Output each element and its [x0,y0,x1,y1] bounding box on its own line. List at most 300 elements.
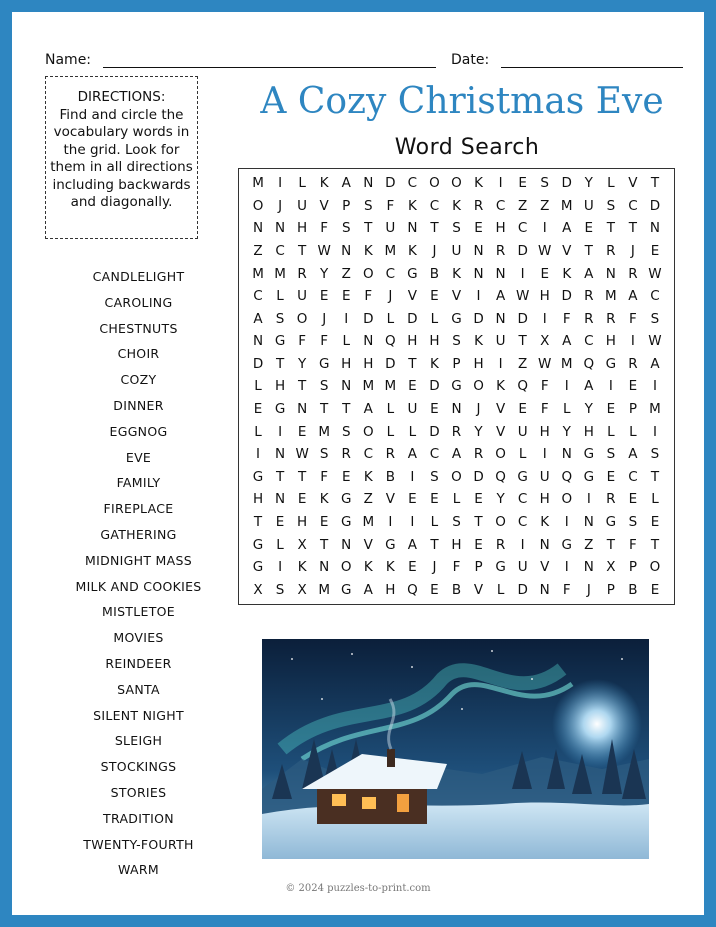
grid-letter[interactable]: N [583,559,594,576]
grid-letter[interactable]: I [542,310,547,327]
grid-letter[interactable]: Y [562,423,571,440]
grid-letter[interactable]: E [518,175,527,192]
grid-letter[interactable]: D [649,197,661,214]
grid-letter[interactable]: D [561,288,572,305]
grid-letter[interactable]: D [385,355,396,372]
grid-letter[interactable]: V [562,243,572,260]
grid-letter[interactable]: V [495,423,506,440]
grid-letter[interactable]: I [586,491,591,508]
grid-letter[interactable]: N [275,446,286,463]
grid-letter[interactable]: J [432,559,437,576]
grid-letter[interactable]: S [363,197,373,214]
grid-letter[interactable]: L [254,423,262,440]
grid-letter[interactable]: B [429,265,440,282]
grid-letter[interactable]: O [296,310,308,327]
grid-letter[interactable]: V [495,401,506,418]
grid-letter[interactable]: M [649,401,661,418]
grid-letter[interactable]: E [319,513,329,530]
grid-letter[interactable]: F [540,401,549,418]
grid-letter[interactable]: U [517,559,528,576]
grid-letter[interactable]: S [341,423,351,440]
grid-letter[interactable]: K [474,333,483,350]
grid-letter[interactable]: E [430,288,439,305]
grid-letter[interactable]: A [495,288,506,305]
grid-letter[interactable]: M [274,265,286,282]
grid-letter[interactable]: A [341,175,351,192]
grid-letter[interactable]: T [408,355,417,372]
grid-letter[interactable]: K [407,197,417,214]
grid-letter[interactable]: E [297,491,307,508]
grid-letter[interactable]: E [650,243,660,260]
grid-letter[interactable]: E [474,491,483,508]
grid-letter[interactable]: U [297,197,308,214]
grid-letter[interactable]: D [429,378,440,395]
grid-letter[interactable]: G [517,468,528,485]
grid-letter[interactable]: O [649,559,661,576]
grid-letter[interactable]: D [517,581,528,598]
grid-letter[interactable]: K [540,513,550,530]
grid-letter[interactable]: N [473,243,484,260]
grid-letter[interactable]: Z [540,197,550,214]
grid-letter[interactable]: Q [385,333,396,350]
grid-letter[interactable]: I [388,513,393,530]
grid-letter[interactable]: G [252,536,264,553]
grid-letter[interactable]: G [561,536,572,553]
grid-letter[interactable]: T [518,333,527,350]
grid-letter[interactable]: H [297,513,308,530]
grid-letter[interactable]: I [476,288,481,305]
grid-letter[interactable]: S [650,310,660,327]
grid-letter[interactable]: I [520,265,525,282]
grid-letter[interactable]: L [298,175,306,192]
grid-letter[interactable]: E [474,536,483,553]
grid-letter[interactable]: B [385,468,395,485]
grid-letter[interactable]: D [473,310,484,327]
grid-letter[interactable]: G [318,355,330,372]
grid-letter[interactable]: A [584,265,594,282]
grid-letter[interactable]: L [607,423,615,440]
grid-letter[interactable]: D [517,310,528,327]
grid-letter[interactable]: J [278,197,283,214]
grid-letter[interactable]: V [628,175,638,192]
grid-letter[interactable]: I [344,310,349,327]
grid-letter[interactable]: M [362,378,375,395]
grid-letter[interactable]: F [320,468,329,485]
grid-letter[interactable]: A [650,355,660,372]
grid-letter[interactable]: H [341,355,352,372]
grid-letter[interactable]: P [628,559,637,576]
grid-letter[interactable]: K [297,559,307,576]
grid-letter[interactable]: R [451,423,462,440]
grid-letter[interactable]: N [363,175,374,192]
grid-letter[interactable]: A [407,446,417,463]
grid-letter[interactable]: T [430,220,439,237]
grid-letter[interactable]: Z [363,491,373,508]
grid-letter[interactable]: O [362,265,374,282]
grid-letter[interactable]: E [650,513,660,530]
grid-letter[interactable]: E [408,491,417,508]
grid-letter[interactable]: H [539,288,550,305]
grid-letter[interactable]: F [298,333,306,350]
grid-letter[interactable]: R [628,265,638,282]
grid-letter[interactable]: N [407,220,418,237]
grid-letter[interactable]: K [319,491,329,508]
grid-letter[interactable]: I [278,423,283,440]
grid-letter[interactable]: U [297,288,308,305]
grid-letter[interactable]: H [539,423,550,440]
grid-letter[interactable]: W [648,333,662,350]
grid-letter[interactable]: Q [561,468,573,485]
grid-letter[interactable]: F [364,288,373,305]
grid-letter[interactable]: X [606,559,616,576]
grid-letter[interactable]: L [651,491,659,508]
grid-letter[interactable]: Z [341,265,351,282]
grid-letter[interactable]: O [561,491,573,508]
grid-letter[interactable]: H [495,220,506,237]
grid-letter[interactable]: Z [518,197,528,214]
grid-letter[interactable]: F [562,581,571,598]
grid-letter[interactable]: C [407,175,418,192]
grid-letter[interactable]: N [473,265,484,282]
grid-letter[interactable]: R [495,536,506,553]
grid-letter[interactable]: Y [496,491,505,508]
grid-letter[interactable]: O [495,446,506,463]
grid-letter[interactable]: W [538,355,552,372]
grid-letter[interactable]: W [295,446,309,463]
grid-letter[interactable]: K [430,355,439,372]
grid-letter[interactable]: D [429,423,440,440]
grid-letter[interactable]: I [410,513,415,530]
grid-letter[interactable]: H [385,581,396,598]
grid-letter[interactable]: L [430,513,439,530]
grid-letter[interactable]: B [451,581,462,598]
grid-letter[interactable]: N [649,220,661,237]
grid-letter[interactable]: G [340,513,352,530]
grid-letter[interactable]: D [385,175,396,192]
grid-letter[interactable]: G [495,559,506,576]
grid-letter[interactable]: R [473,197,484,214]
grid-letter[interactable]: G [583,468,595,485]
grid-letter[interactable]: M [605,288,617,305]
grid-letter[interactable]: I [278,175,283,192]
grid-letter[interactable]: E [474,220,483,237]
grid-letter[interactable]: E [341,288,351,305]
grid-letter[interactable]: I [278,559,283,576]
grid-letter[interactable]: C [429,197,440,214]
grid-letter[interactable]: T [650,175,660,192]
grid-letter[interactable]: H [605,333,616,350]
grid-letter[interactable]: L [386,423,395,440]
grid-letter[interactable]: L [430,310,439,327]
grid-letter[interactable]: I [520,536,525,553]
grid-letter[interactable]: J [630,243,635,260]
grid-letter[interactable]: Y [298,355,307,372]
grid-letter[interactable]: T [650,536,660,553]
grid-letter[interactable]: E [540,265,549,282]
grid-letter[interactable]: T [430,536,439,553]
grid-letter[interactable]: I [498,355,503,372]
grid-letter[interactable]: N [252,220,264,237]
grid-letter[interactable]: R [473,446,484,463]
grid-letter[interactable]: M [384,243,397,260]
grid-letter[interactable]: K [385,559,395,576]
grid-letter[interactable]: A [253,310,263,327]
grid-letter[interactable]: O [362,423,374,440]
grid-letter[interactable]: Z [584,536,594,553]
grid-letter[interactable]: R [297,265,307,282]
grid-letter[interactable]: Q [407,581,418,598]
grid-letter[interactable]: G [605,513,617,530]
grid-letter[interactable]: O [252,197,264,214]
grid-letter[interactable]: C [517,491,528,508]
grid-letter[interactable]: H [297,220,308,237]
grid-letter[interactable]: K [452,265,461,282]
grid-letter[interactable]: C [275,243,285,260]
grid-letter[interactable]: S [628,513,638,530]
grid-letter[interactable]: G [340,581,352,598]
grid-letter[interactable]: F [320,220,329,237]
grid-letter[interactable]: D [363,310,374,327]
grid-letter[interactable]: U [407,401,418,418]
grid-letter[interactable]: K [407,243,417,260]
grid-letter[interactable]: L [276,536,284,553]
grid-letter[interactable]: G [407,265,418,282]
grid-letter[interactable]: A [363,581,373,598]
grid-letter[interactable]: M [560,355,573,372]
grid-letter[interactable]: A [562,333,572,350]
grid-letter[interactable]: S [540,175,549,192]
grid-letter[interactable]: G [340,491,352,508]
grid-letter[interactable]: I [410,468,415,485]
grid-letter[interactable]: A [451,446,462,463]
grid-letter[interactable]: I [630,333,635,350]
grid-letter[interactable]: H [363,355,374,372]
grid-letter[interactable]: L [386,401,395,418]
grid-letter[interactable]: S [275,581,285,598]
grid-letter[interactable]: D [561,175,572,192]
grid-letter[interactable]: I [652,378,657,395]
grid-letter[interactable]: R [606,310,616,327]
grid-letter[interactable]: N [341,243,352,260]
grid-letter[interactable]: S [430,468,439,485]
grid-letter[interactable]: L [254,378,262,395]
grid-letter[interactable]: R [628,355,638,372]
grid-letter[interactable]: M [318,581,330,598]
grid-letter[interactable]: H [407,333,418,350]
grid-letter[interactable]: F [386,197,395,214]
grid-letter[interactable]: C [517,220,528,237]
grid-letter[interactable]: G [274,401,286,418]
grid-letter[interactable]: Z [518,355,528,372]
grid-letter[interactable]: H [539,491,550,508]
grid-letter[interactable]: I [652,423,657,440]
grid-letter[interactable]: M [362,513,375,530]
grid-letter[interactable]: D [517,243,528,260]
grid-letter[interactable]: N [275,491,286,508]
grid-letter[interactable]: C [584,333,594,350]
grid-letter[interactable]: K [452,197,461,214]
grid-letter[interactable]: F [562,310,571,327]
grid-letter[interactable]: J [432,243,437,260]
grid-letter[interactable]: N [297,401,308,418]
grid-letter[interactable]: S [650,446,660,463]
grid-letter[interactable]: U [539,468,550,485]
grid-letter[interactable]: K [562,265,572,282]
grid-letter[interactable]: C [363,446,373,463]
grid-letter[interactable]: I [564,378,569,395]
grid-letter[interactable]: S [606,197,616,214]
grid-letter[interactable]: L [629,423,637,440]
grid-letter[interactable]: D [407,310,418,327]
grid-letter[interactable]: V [363,536,373,553]
grid-letter[interactable]: Q [495,468,506,485]
grid-letter[interactable]: V [451,288,462,305]
grid-letter[interactable]: Y [584,175,593,192]
grid-letter[interactable]: S [319,378,329,395]
grid-letter[interactable]: O [495,513,506,530]
grid-letter[interactable]: M [252,265,264,282]
grid-letter[interactable]: S [452,513,461,530]
grid-letter[interactable]: M [384,378,397,395]
grid-letter[interactable]: Z [253,243,263,260]
grid-letter[interactable]: T [275,355,285,372]
grid-letter[interactable]: E [430,401,439,418]
grid-letter[interactable]: A [584,378,594,395]
grid-letter[interactable]: U [451,243,462,260]
grid-letter[interactable]: A [562,220,572,237]
grid-letter[interactable]: P [606,581,615,598]
grid-letter[interactable]: T [320,536,329,553]
grid-letter[interactable]: N [451,401,462,418]
grid-letter[interactable]: Q [517,378,528,395]
grid-letter[interactable]: A [363,401,373,418]
grid-letter[interactable]: H [583,423,594,440]
grid-letter[interactable]: T [298,378,307,395]
grid-letter[interactable]: A [628,446,638,463]
grid-letter[interactable]: I [608,378,613,395]
grid-letter[interactable]: K [474,175,483,192]
grid-letter[interactable]: T [275,468,285,485]
grid-letter[interactable]: E [650,581,660,598]
grid-letter[interactable]: L [562,401,571,418]
grid-letter[interactable]: T [584,243,593,260]
grid-letter[interactable]: C [628,197,638,214]
grid-letter[interactable]: E [628,491,638,508]
grid-letter[interactable]: H [252,491,264,508]
grid-letter[interactable]: C [385,265,396,282]
grid-letter[interactable]: N [561,446,572,463]
grid-letter[interactable]: D [252,355,264,372]
grid-letter[interactable]: E [430,581,439,598]
grid-letter[interactable]: F [629,310,637,327]
grid-letter[interactable]: N [252,333,264,350]
grid-letter[interactable]: N [495,265,506,282]
grid-letter[interactable]: X [540,333,550,350]
grid-letter[interactable]: M [318,423,330,440]
grid-letter[interactable]: N [495,310,506,327]
grid-letter[interactable]: N [583,513,594,530]
grid-letter[interactable]: C [253,288,263,305]
grid-letter[interactable]: V [319,197,329,214]
grid-letter[interactable]: G [451,378,462,395]
grid-letter[interactable]: L [452,491,461,508]
grid-letter[interactable]: K [363,243,373,260]
grid-letter[interactable]: N [319,559,330,576]
grid-letter[interactable]: O [473,378,484,395]
grid-letter[interactable]: K [363,559,373,576]
grid-letter[interactable]: I [542,220,547,237]
grid-letter[interactable]: W [648,265,662,282]
grid-letter[interactable]: L [408,423,417,440]
grid-letter[interactable]: E [408,559,417,576]
grid-letter[interactable]: M [560,197,573,214]
grid-letter[interactable]: A [407,536,417,553]
grid-letter[interactable]: T [320,401,329,418]
grid-letter[interactable]: T [606,536,615,553]
grid-letter[interactable]: T [342,401,351,418]
grid-letter[interactable]: T [474,513,483,530]
grid-letter[interactable]: T [298,468,307,485]
date-field[interactable] [501,67,683,68]
grid-letter[interactable]: K [496,378,506,395]
grid-letter[interactable]: B [628,581,638,598]
grid-letter[interactable]: S [275,310,285,327]
grid-letter[interactable]: G [274,333,286,350]
grid-letter[interactable]: W [515,288,530,305]
grid-letter[interactable]: K [319,175,329,192]
grid-letter[interactable]: F [320,333,329,350]
grid-letter[interactable]: F [629,536,637,553]
grid-letter[interactable]: L [276,288,284,305]
grid-letter[interactable]: N [341,536,352,553]
grid-letter[interactable]: N [275,220,286,237]
grid-letter[interactable]: Q [583,355,595,372]
grid-letter[interactable]: R [584,310,594,327]
grid-letter[interactable]: E [606,401,616,418]
grid-letter[interactable]: L [496,581,505,598]
grid-letter[interactable]: E [275,513,285,530]
grid-letter[interactable]: N [539,536,550,553]
grid-letter[interactable]: V [385,491,395,508]
grid-letter[interactable]: E [628,378,638,395]
grid-letter[interactable]: G [451,310,462,327]
grid-letter[interactable]: F [452,559,461,576]
grid-letter[interactable]: E [408,378,417,395]
grid-letter[interactable]: G [252,468,264,485]
grid-letter[interactable]: H [274,378,286,395]
grid-letter[interactable]: G [605,355,617,372]
grid-letter[interactable]: N [605,265,616,282]
grid-letter[interactable]: H [451,536,462,553]
grid-letter[interactable]: E [319,288,329,305]
grid-letter[interactable]: E [253,401,263,418]
grid-letter[interactable]: R [584,288,594,305]
grid-letter[interactable]: D [473,468,484,485]
grid-letter[interactable]: L [607,175,615,192]
grid-letter[interactable]: H [473,355,484,372]
grid-letter[interactable]: I [542,446,547,463]
grid-letter[interactable]: I [564,513,569,530]
grid-letter[interactable]: P [628,401,637,418]
grid-letter[interactable]: R [341,446,351,463]
grid-letter[interactable]: E [430,491,439,508]
grid-letter[interactable]: G [583,446,595,463]
grid-letter[interactable]: O [451,175,462,192]
grid-letter[interactable]: O [451,468,462,485]
grid-letter[interactable]: V [473,581,484,598]
grid-letter[interactable]: T [298,243,307,260]
grid-letter[interactable]: P [452,355,461,372]
